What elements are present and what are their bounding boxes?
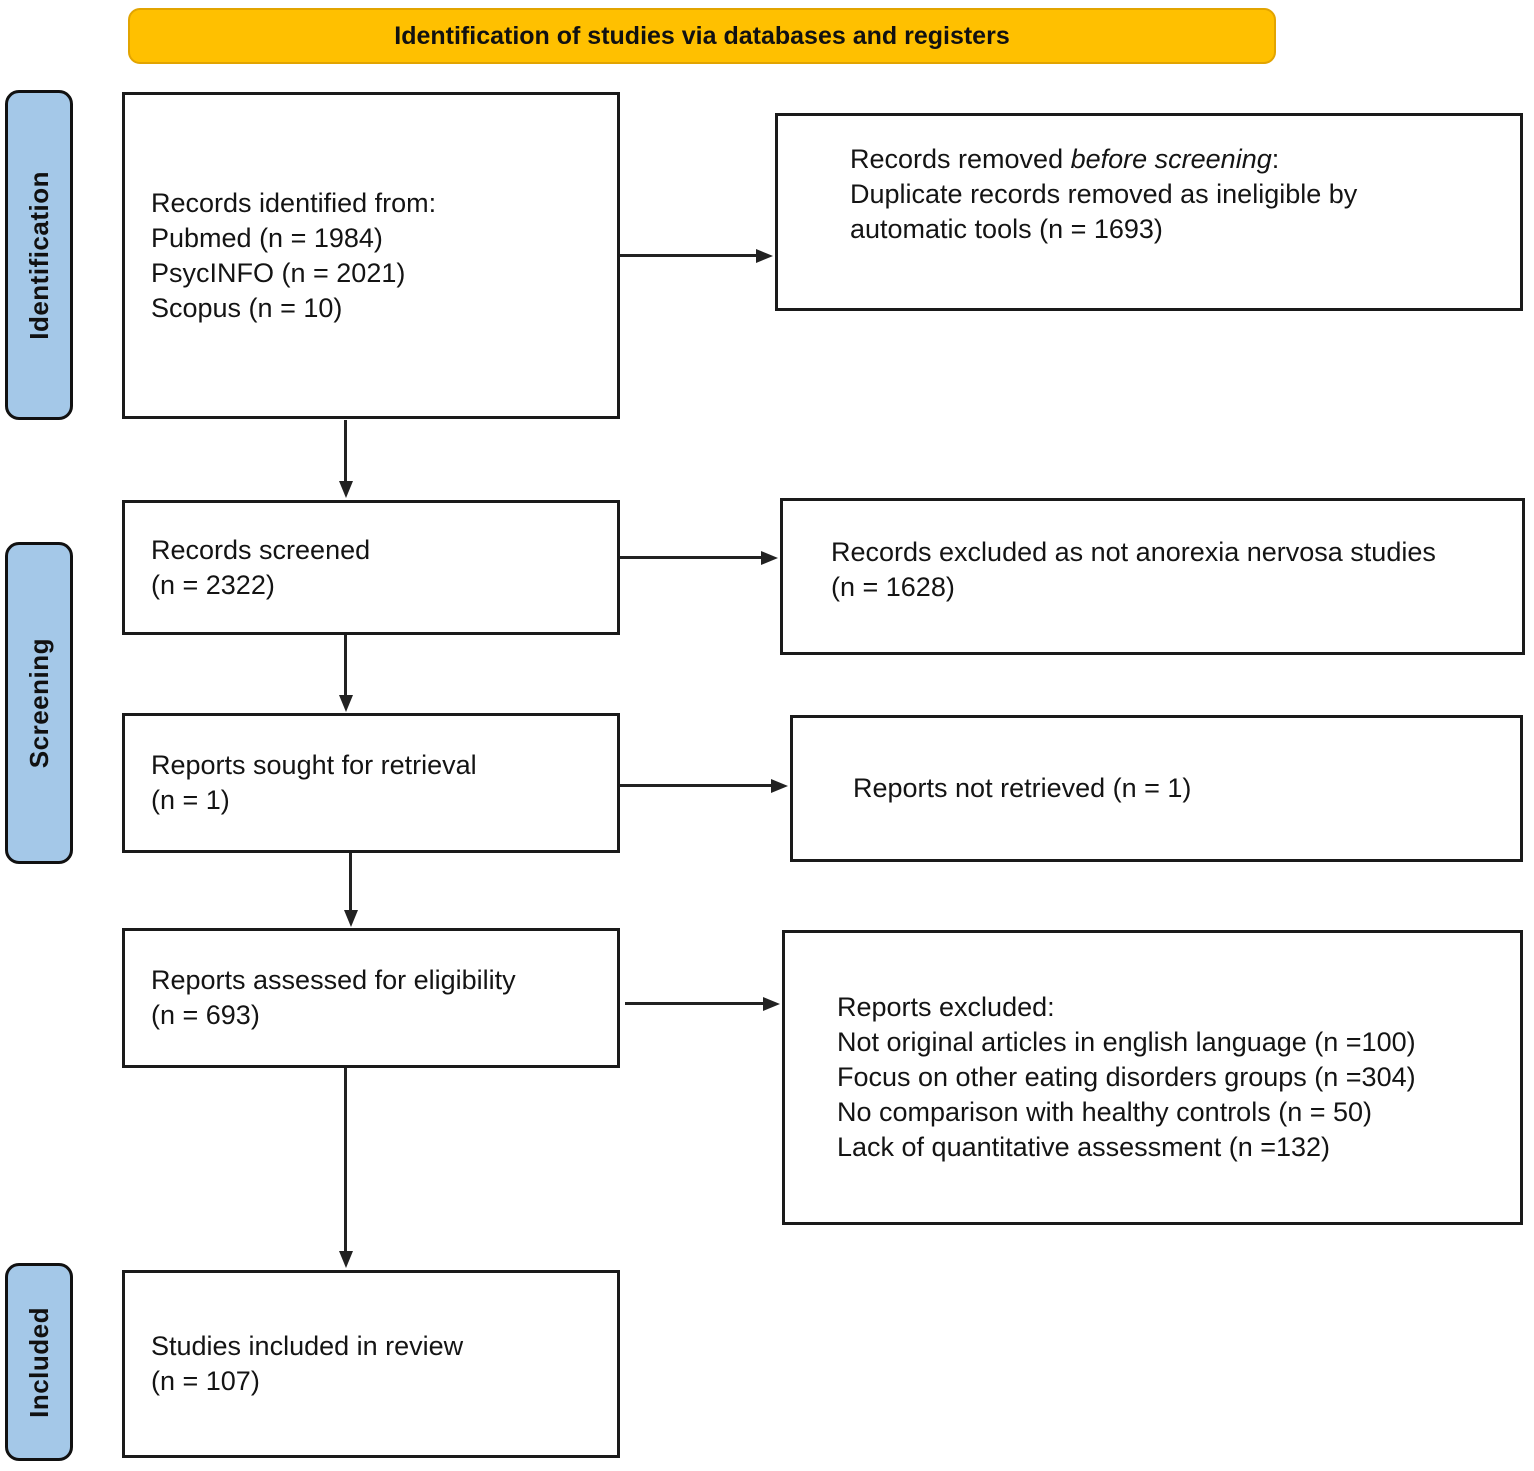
records-excluded-count: (n = 1628) (831, 572, 955, 602)
records-removed-italic: before screening (1070, 144, 1272, 174)
reports-excluded-reason-1: Not original articles in english language (n =100) (837, 1027, 1416, 1057)
records-identified-scopus: Scopus (n = 10) (151, 292, 343, 323)
arrow-sought-to-assessed-head (344, 910, 358, 927)
records-removed-text (850, 142, 1470, 177)
reports-excluded-reason-3: No comparison with healthy controls (n = 50) (837, 1097, 1373, 1127)
stage-label-included: Included (23, 1306, 54, 1418)
stage-label-identification: Identification (23, 170, 54, 340)
banner-identification-of-studies (128, 8, 1276, 64)
records-removed-suffix: : (1271, 144, 1280, 174)
arrow-sought-to-not-retrieved-line (620, 784, 773, 787)
reports-sought-count: (n = 1) (151, 785, 230, 815)
reports-excluded-reason-4: Lack of quantitative assessment (n =132) (837, 1132, 1331, 1162)
stage-tab-screening (5, 542, 73, 864)
banner-label: Identification of studies via databases and registers (394, 21, 1010, 50)
arrow-assessed-to-excluded-line (625, 1002, 765, 1005)
reports-assessed-line: Reports assessed for eligibility (151, 965, 516, 995)
studies-included-line: Studies included in review (151, 1331, 464, 1361)
arrow-assessed-to-included-head (339, 1251, 353, 1268)
stage-tab-identification (5, 90, 73, 420)
box-records-identified (122, 92, 620, 419)
arrow-screened-to-excluded-line (620, 556, 763, 559)
arrow-identified-to-screened-head (339, 481, 353, 498)
arrow-screened-to-sought-line (344, 635, 347, 696)
records-removed-detail: Duplicate records removed as ineligible by automatic tools (n = 1693) (850, 179, 1358, 244)
box-records-excluded (780, 498, 1525, 655)
box-reports-sought (122, 713, 620, 853)
box-records-screened (122, 500, 620, 635)
reports-sought-line: Reports sought for retrieval (151, 750, 477, 780)
reports-assessed-count: (n = 693) (151, 1000, 260, 1030)
records-identified-psycinfo: PsycINFO (n = 2021) (151, 257, 406, 288)
arrow-screened-to-sought-head (339, 695, 353, 712)
records-screened-line: Records screened (151, 534, 371, 565)
records-screened-count: (n = 2322) (151, 569, 275, 600)
arrow-identified-to-removed-line (620, 254, 758, 257)
arrow-identified-to-removed-head (756, 249, 773, 263)
records-removed-prefix: Records removed (850, 144, 1071, 174)
reports-excluded-heading: Reports excluded: (837, 992, 1055, 1022)
records-identified-pubmed: Pubmed (n = 1984) (151, 222, 383, 253)
box-records-removed (775, 113, 1523, 311)
box-reports-assessed (122, 928, 620, 1068)
box-studies-included (122, 1270, 620, 1458)
arrow-screened-to-excluded-head (761, 551, 778, 565)
records-identified-line: Records identified from: (151, 187, 437, 218)
arrow-sought-to-assessed-line (349, 853, 352, 911)
arrow-identified-to-screened-line (344, 420, 347, 482)
stage-label-screening: Screening (23, 637, 54, 769)
reports-excluded-reason-2: Focus on other eating disorders groups (n =304) (837, 1062, 1416, 1092)
records-excluded-line: Records excluded as not anorexia nervosa studies (831, 537, 1436, 567)
arrow-assessed-to-excluded-head (763, 997, 780, 1011)
arrow-sought-to-not-retrieved-head (771, 779, 788, 793)
reports-not-retrieved-line: Reports not retrieved (n = 1) (853, 773, 1192, 803)
stage-tab-included (5, 1263, 73, 1461)
studies-included-count: (n = 107) (151, 1366, 260, 1396)
box-reports-excluded (782, 930, 1523, 1225)
arrow-assessed-to-included-line (344, 1068, 347, 1252)
box-reports-not-retrieved (790, 715, 1523, 862)
